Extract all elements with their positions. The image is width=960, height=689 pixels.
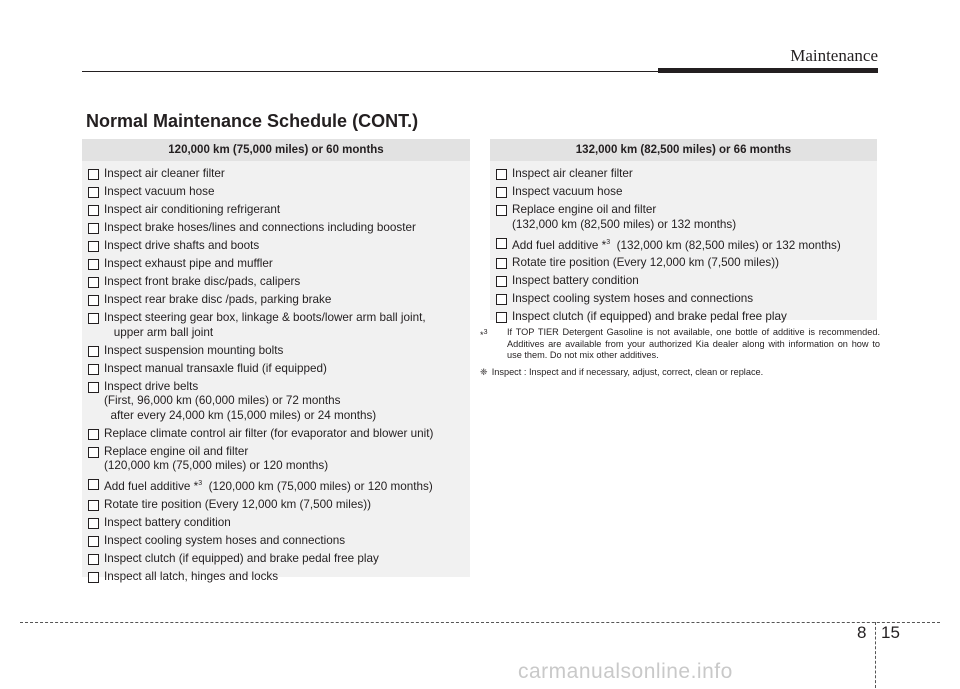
interval-heading: 132,000 km (82,500 miles) or 66 months <box>490 139 877 161</box>
checklist <box>490 161 877 325</box>
section-title: Normal Maintenance Schedule (CONT.) <box>86 111 419 131</box>
checkbox-icon <box>496 187 507 198</box>
checkbox-icon <box>88 447 99 458</box>
checklist-item <box>490 185 877 200</box>
header-rule-bar <box>658 68 878 73</box>
checkbox-icon <box>88 277 99 288</box>
checklist-item <box>82 167 470 182</box>
checklist-item <box>82 362 470 377</box>
checklist-item-text: Inspect drive belts (First, 96,000 km (60,000 miles) or 72 months after every 24,000 km (15,000 miles) or 24 months) <box>104 379 377 422</box>
checklist-item-text: Inspect air cleaner filter <box>512 167 633 180</box>
checklist-item-text: Replace engine oil and filter (120,000 km (75,000 miles) or 120 months) <box>104 444 329 472</box>
item-text-post: (120,000 km (75,000 miles) or 120 months) <box>202 479 433 493</box>
checklist-item <box>82 516 470 531</box>
note-mark-icon: ❈ <box>480 366 488 377</box>
checkbox-icon <box>88 313 99 324</box>
page-number: 15 <box>881 623 900 642</box>
schedule-132000 <box>490 139 877 324</box>
checklist-item-text: Inspect all latch, hinges and locks <box>104 569 279 583</box>
checklist-item <box>490 292 877 307</box>
chapter-number: 8 <box>857 623 867 642</box>
checklist-item <box>82 534 470 549</box>
checklist-item-text: Rotate tire position (Every 12,000 km (7,500 miles)) <box>104 497 371 511</box>
checkbox-icon <box>88 572 99 583</box>
checkbox-icon <box>496 205 507 216</box>
checklist-item <box>82 311 470 340</box>
checklist-item <box>82 498 470 513</box>
checklist-item-text: Inspect battery condition <box>104 515 231 529</box>
checklist-item <box>82 344 470 359</box>
checklist-item-text: Inspect air conditioning refrigerant <box>104 203 281 216</box>
checklist-item <box>490 203 877 232</box>
checklist-item-text: Inspect exhaust pipe and muffler <box>104 257 273 270</box>
checkbox-icon <box>496 294 507 305</box>
checkbox-icon <box>88 346 99 357</box>
checkbox-icon <box>88 205 99 216</box>
checklist-item <box>82 185 470 200</box>
checkbox-icon <box>88 536 99 547</box>
checkbox-icon <box>496 238 507 249</box>
checkbox-icon <box>88 169 99 180</box>
checklist-item-text: Inspect air cleaner filter <box>104 167 225 180</box>
checkbox-icon <box>88 554 99 565</box>
checklist-item <box>82 552 470 567</box>
checkbox-icon <box>496 258 507 269</box>
footer-divider <box>875 622 876 688</box>
checklist-item-text: Inspect suspension mounting bolts <box>104 343 284 357</box>
checkbox-icon <box>88 382 99 393</box>
checklist-item <box>82 380 470 424</box>
checklist <box>82 161 470 584</box>
checklist-item-text <box>104 477 433 494</box>
checklist-item-text: Inspect clutch (if equipped) and brake pedal free play <box>512 310 787 324</box>
checklist-item-text: Inspect brake hoses/lines and connections including booster <box>104 221 416 234</box>
inspect-definition-text: Inspect : Inspect and if necessary, adjust, correct, clean or replace. <box>491 366 764 377</box>
checkbox-icon <box>496 276 507 287</box>
checklist-item-text: Inspect front brake disc/pads, calipers <box>104 275 301 288</box>
footnote-ref: 3 <box>198 480 203 487</box>
checkbox-icon <box>88 187 99 198</box>
checklist-item-text: Rotate tire position (Every 12,000 km (7,500 miles)) <box>512 256 779 270</box>
footnote-ref: 3 <box>606 238 611 246</box>
footnote-text: If TOP TIER Detergent Gasoline is not available, one bottle of additive is recommended. Additives are available from your authorized Kia dealer along with information on how to use them. Do not mix other additives. <box>507 327 880 360</box>
checklist-item-text: Replace engine oil and filter (132,000 km (82,500 miles) or 132 months) <box>512 203 737 231</box>
watermark: carmanualsonline.info <box>518 660 733 683</box>
interval-heading: 120,000 km (75,000 miles) or 60 months <box>82 139 470 161</box>
checklist-item <box>82 203 470 218</box>
checklist-item <box>82 257 470 272</box>
footnote-3 <box>480 327 880 362</box>
checklist-item-text: Inspect cooling system hoses and connections <box>104 533 346 547</box>
footer-rule <box>20 622 940 623</box>
checklist-item <box>82 239 470 254</box>
checkbox-icon <box>496 312 507 323</box>
checkbox-icon <box>88 223 99 234</box>
checkbox-icon <box>88 518 99 529</box>
checkbox-icon <box>88 259 99 270</box>
item-text-post: (132,000 km (82,500 miles) or 132 months) <box>610 238 841 252</box>
footnotes <box>480 327 880 383</box>
checklist-item-text: Inspect battery condition <box>512 274 639 288</box>
checkbox-icon <box>88 500 99 511</box>
checklist-item-text: Inspect drive shafts and boots <box>104 239 260 252</box>
checklist-item <box>490 236 877 253</box>
checklist-item <box>490 256 877 271</box>
checklist-item <box>82 570 470 585</box>
checklist-item <box>490 167 877 182</box>
checkbox-icon <box>88 295 99 306</box>
checkbox-icon <box>88 241 99 252</box>
checklist-item <box>82 221 470 236</box>
checklist-item <box>82 477 470 494</box>
checklist-item-text: Inspect manual transaxle fluid (if equipped) <box>104 361 327 375</box>
checklist-item-text: Inspect steering gear box, linkage & boots/lower arm ball joint, upper arm ball joint <box>104 311 426 339</box>
item-text-pre: Add fuel additive * <box>104 479 199 493</box>
checklist-item-text: Inspect clutch (if equipped) and brake pedal free play <box>104 551 379 565</box>
checklist-item <box>490 274 877 289</box>
checkbox-icon <box>88 479 99 490</box>
checkbox-icon <box>496 169 507 180</box>
checklist-item-text: Inspect vacuum hose <box>104 185 215 198</box>
checklist-item <box>82 427 470 442</box>
schedule-120000 <box>82 139 470 583</box>
checkbox-icon <box>88 364 99 375</box>
checklist-item <box>82 445 470 474</box>
checklist-item-text: Inspect vacuum hose <box>512 185 623 198</box>
checkbox-icon <box>88 429 99 440</box>
checklist-item-text: Inspect rear brake disc /pads, parking brake <box>104 293 332 306</box>
header-rule <box>82 71 662 72</box>
checklist-item <box>82 293 470 308</box>
footnote-mark: *$^3$ <box>480 329 488 341</box>
inspect-definition <box>480 367 880 379</box>
item-text-pre: Add fuel additive * <box>512 238 607 252</box>
checklist-item <box>490 310 877 325</box>
checklist-item-text: Replace climate control air filter (for evaporator and blower unit) <box>104 426 434 440</box>
checklist-item <box>82 275 470 290</box>
checklist-item-text <box>512 236 841 253</box>
running-header: Maintenance <box>790 46 878 65</box>
checklist-item-text: Inspect cooling system hoses and connections <box>512 292 754 306</box>
